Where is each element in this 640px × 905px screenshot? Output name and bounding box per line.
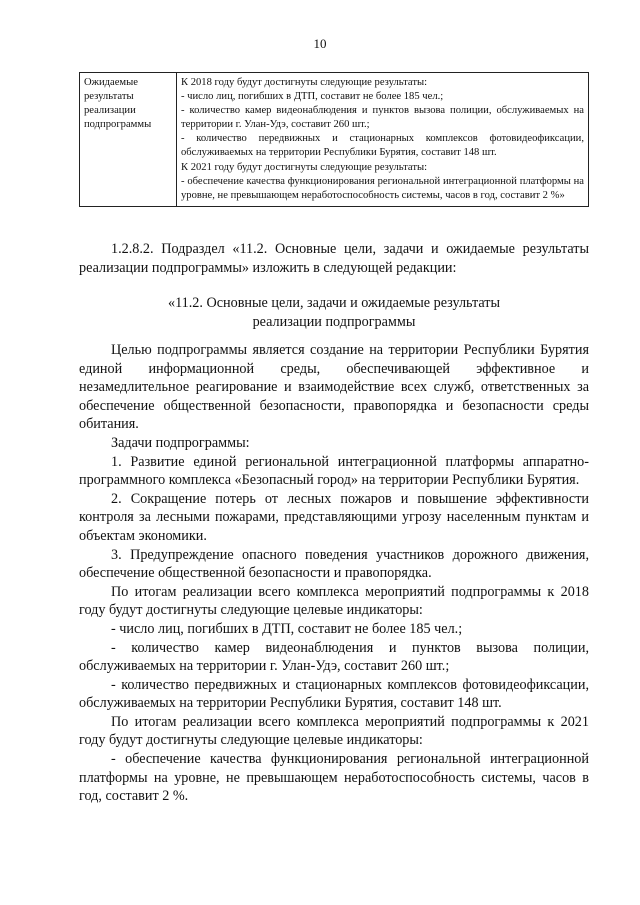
table-line: - обеспечение качества функционирования региональной интеграционной платформы на уровне, не превышающем неработоспособность системы, часов в год, составит 2 %» [181,175,584,201]
body-paragraph: По итогам реализации всего комплекса мероприятий подпрограммы к 2021 году будут достигнуты следующие целевые индикаторы: [79,713,589,749]
body-paragraph: 2. Сокращение потерь от лесных пожаров и повышение эффективности контроля за лесными пожарами, представляющими угрозу населенным пунктам и объектам экономики. [79,490,589,544]
table-line: К 2021 году будут достигнуты следующие результаты: [181,161,428,173]
intro-paragraph: 1.2.8.2. Подраздел «11.2. Основные цели, задачи и ожидаемые результаты реализации подпрограммы» изложить в следующей редакции: [79,241,589,276]
intro-block [79,240,589,277]
table-line: - количество камер видеонаблюдения и пунктов вызова полиции, обслуживаемых на территории г. Улан-Удэ, составит 260 шт.; [181,105,584,131]
expected-results-table [79,72,589,207]
section-heading [79,294,589,331]
section-body [79,341,589,806]
body-paragraph: Задачи подпрограммы: [111,434,250,451]
body-paragraph: 3. Предупреждение опасного поведения участников дорожного движения, обеспечение общественной безопасности и правопорядка. [79,546,589,582]
section-heading-line1: «11.2. Основные цели, задачи и ожидаемые результаты [168,295,500,311]
body-paragraph: По итогам реализации всего комплекса мероприятий подпрограммы к 2018 году будут достигнуты следующие целевые индикаторы: [79,583,589,619]
table-line: - число лиц, погибших в ДТП, составит не более 185 чел.; [181,91,444,103]
body-paragraph: - число лиц, погибших в ДТП, составит не более 185 чел.; [111,620,463,637]
table-row [80,73,589,207]
table-line: К 2018 году будут достигнуты следующие результаты: [181,77,428,88]
body-paragraph: - обеспечение качества функционирования региональной интеграционной платформы на уровне, не превышающем неработоспособность системы, часов в год, составит 2 %. [79,751,589,805]
body-paragraph: - количество камер видеонаблюдения и пунктов вызова полиции, обслуживаемых на территории г. Улан-Удэ, составит 260 шт.; [79,639,589,675]
body-paragraph: - количество передвижных и стационарных комплексов фотовидеофиксации, обслуживаемых на территории Республики Бурятия, составит 148 шт. [79,676,589,712]
table-line: - количество передвижных и стационарных комплексов фотовидеофиксации, обслуживаемых на территории Республики Бурятия, составит 148 шт. [181,133,584,159]
page-number: 10 [313,36,327,51]
section-heading-line2: реализации подпрограммы [252,313,416,330]
table-label-cell: Ожидаемые результаты реализации подпрограммы [80,73,177,207]
body-paragraph: Целью подпрограммы является создание на территории Республики Бурятия единой информационной среды, обеспечивающей эффективное и незамедлительное реагирование и взаимодействие всех служб, ответственных за обеспечение общественной безопасности, правопорядка и безопасности среды обитания. [79,342,589,433]
body-paragraph: 1. Развитие единой региональной интеграционной платформы аппаратно-программного комплекса «Безопасный город» на территории Республики Бурятия. [79,453,589,489]
table-content-cell [177,73,589,207]
